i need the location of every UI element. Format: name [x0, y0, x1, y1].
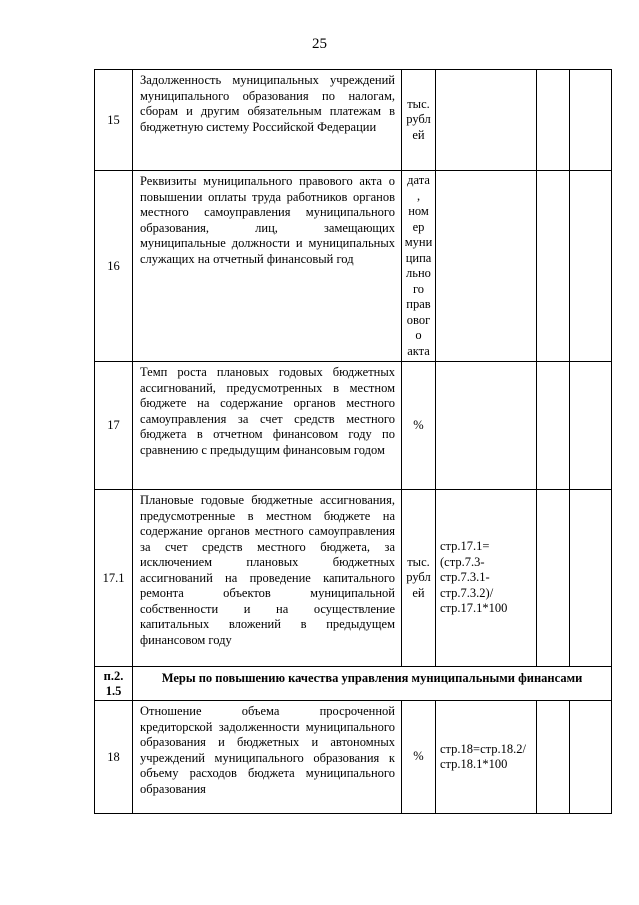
row-description: Темп роста плановых годовых бюджетных ассигнований, предусмотренных в местном бюджете на содержание органов местного самоуправления за счет средств местного бюджета в отчетном финансовом году по сравнению с предыдущим финансовым годом [133, 362, 402, 490]
section-title: Меры по повышению качества управления муниципальными финансами [133, 667, 612, 701]
row-unit [402, 70, 436, 171]
empty-cell [537, 490, 570, 667]
empty-cell [537, 171, 570, 362]
row-formula: стр.17.1=(стр.7.3-стр.7.3.1-стр.7.3.2)/стр.17.1*100 [436, 490, 537, 667]
row-description: Отношение объема просроченной кредиторской задолженности муниципального образования и бюджетных и автономных учреждений муниципального образования к объему расходов бюджета муниципального образования [133, 701, 402, 814]
unit-line: акта [407, 343, 430, 358]
unit-line: рубл [406, 112, 431, 127]
row-unit [402, 701, 436, 814]
unit-line: тыс. [407, 554, 430, 569]
table-row [95, 171, 612, 362]
row-description: Реквизиты муниципального правового акта о повышении оплаты труда работников органов местного самоуправления муниципального образования, лиц, замещающих муниципальные должности и муниципальных служащих на отчетный финансовый год [133, 171, 402, 362]
row-description: Задолженность муниципальных учреждений муниципального образования по налогам, сборам и другим обязательным платежам в бюджетную систему Российской Федерации [133, 70, 402, 171]
empty-cell [570, 70, 612, 171]
empty-cell [537, 701, 570, 814]
empty-cell [570, 362, 612, 490]
row-unit [402, 362, 436, 490]
section-number: п.2. 1.5 [95, 667, 133, 701]
table-row [95, 362, 612, 490]
empty-cell [570, 490, 612, 667]
unit-line: тыс. [407, 96, 430, 111]
row-number: 17 [95, 362, 133, 490]
row-unit [402, 171, 436, 362]
page-number: 25 [312, 36, 327, 52]
unit-line: муни [404, 235, 433, 249]
empty-cell [570, 171, 612, 362]
row-number: 17.1 [95, 490, 133, 667]
row-formula [436, 362, 537, 490]
row-formula [436, 171, 537, 362]
empty-cell [570, 701, 612, 814]
unit-line: % [413, 749, 424, 764]
indicators-table [94, 69, 612, 814]
unit-line: дата [407, 173, 430, 187]
unit-line: ер [412, 219, 425, 234]
row-number: 15 [95, 70, 133, 171]
row-formula: стр.18=стр.18.2/стр.18.1*100 [436, 701, 537, 814]
unit-line: го [412, 281, 425, 296]
row-formula [436, 70, 537, 171]
empty-cell [537, 362, 570, 490]
section-row [95, 667, 612, 701]
table-row [95, 701, 612, 814]
unit-line: ном [408, 204, 429, 218]
unit-line: , [416, 188, 421, 203]
unit-line: льно [406, 266, 431, 280]
row-number: 18 [95, 701, 133, 814]
row-unit [402, 490, 436, 667]
unit-line: прав [406, 297, 431, 311]
unit-line: ей [412, 585, 425, 600]
unit-line: рубл [406, 570, 431, 585]
table-row [95, 70, 612, 171]
unit-line: ципа [405, 250, 432, 265]
unit-line: ей [412, 127, 425, 142]
empty-cell [537, 70, 570, 171]
row-description: Плановые годовые бюджетные ассигнования, предусмотренные в местном бюджете на содержание органов местного самоуправления за счет средств местного бюджета, за исключением плановых бюджетных ассигнований на проведение капитального ремонта объектов муниципальной собственности и на осуществление капитальных вложений в предыдущем финансовом году [133, 490, 402, 667]
unit-line: овог [406, 312, 431, 327]
unit-line: о [415, 328, 422, 342]
unit-line: % [413, 417, 424, 432]
table-row [95, 490, 612, 667]
row-number: 16 [95, 171, 133, 362]
